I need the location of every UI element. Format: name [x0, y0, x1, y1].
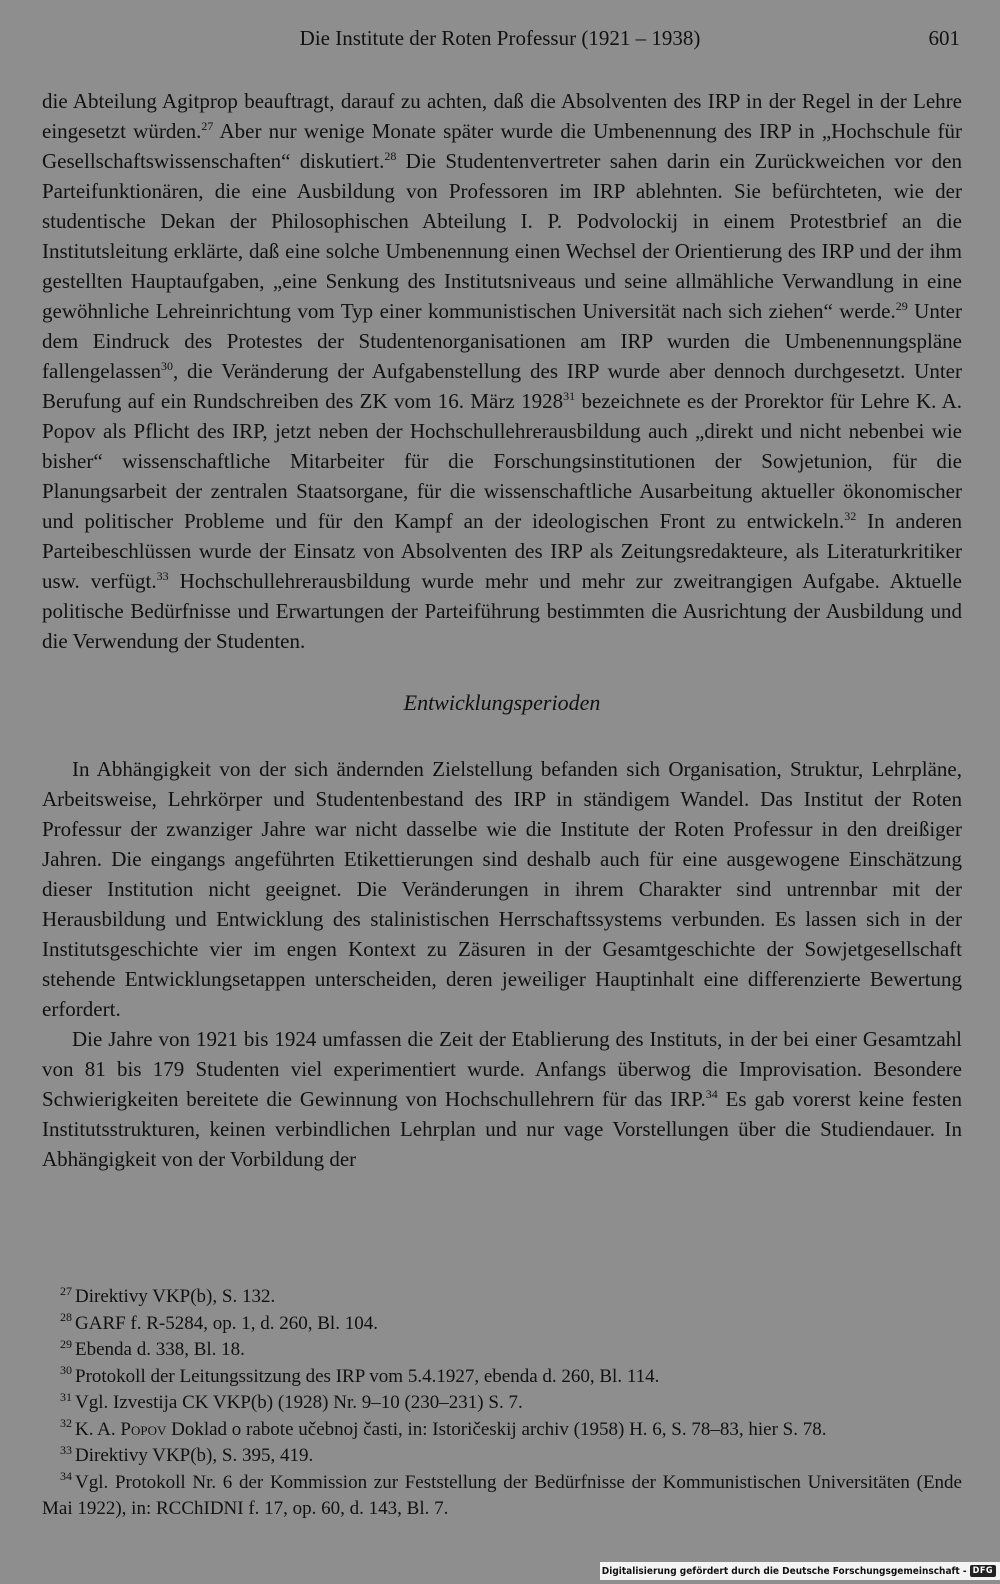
footnote	[42, 1364, 962, 1391]
running-title: Die Institute der Roten Professur (1921 – 1938)	[299, 26, 701, 50]
paragraph-1	[42, 86, 962, 656]
section-heading: Entwicklungsperioden	[403, 690, 601, 715]
text-run: Aber nur wenige Monate später wurde die Umbenennung des IRP in „Hochschule für Gesellschaftswissenschaften“ diskutiert.	[42, 119, 962, 173]
text-run: Es gab vorerst keine festen Institutsstrukturen, keinen verbindlichen Lehrplan und nur vage Vorstellungen über die Studiendauer. In Abhängigkeit von der Vorbildung der	[42, 1087, 962, 1171]
footnote	[42, 1443, 962, 1470]
footnote-marker: 27	[201, 119, 214, 133]
footnote-text: Vgl. Izvestija CK VKP(b) (1928) Nr. 9–10 (230–231) S. 7.	[75, 1392, 523, 1413]
footnote-number: 28	[60, 1310, 72, 1325]
footnote-number: 29	[60, 1336, 72, 1351]
footnote-text: Ebenda d. 338, Bl. 18.	[75, 1339, 245, 1360]
footnote-marker: 31	[563, 389, 576, 403]
dfg-logo: DFG	[970, 1565, 996, 1577]
funding-text: Digitalisierung gefördert durch die Deutsche Forschungsgemeinschaft -	[601, 1565, 967, 1577]
text-run: Unter dem Eindruck des Protestes der Studentenorganisationen am IRP wurden die Umbenennungspläne fallengelassen	[42, 299, 962, 383]
footnote-text: Vgl. Protokoll Nr. 6 der Kommission zur Feststellung der Bedürfnisse der Kommunistischen Universitäten (Ende Mai 1922), in: RCChIDNI f. 17, op. 60, d. 143, Bl. 7.	[42, 1471, 962, 1519]
text-run: In Abhängigkeit von der sich ändernden Zielstellung befanden sich Organisation, Struktur, Lehrpläne, Arbeitsweise, Lehrkörper und Studentenbestand des IRP in ständigem Wandel. Das Institut der Roten Professur der zwanziger Jahre war nicht dasselbe wie die Institute der Roten Professur in den dreißiger Jahren. Die eingangs angeführten Etikettierungen sind deshalb auch für eine ausgewogene Einschätzung dieser Institution nicht geeignet. Die Veränderungen in ihrem Charakter sind untrennbar mit der Herausbildung und Entwicklung des stalinistischen Herrschaftssystems verbunden. Es lassen sich in der Institutsgeschichte vier im engen Kontext zu Zäsuren in der Gesamtgeschichte der Sowjetgesellschaft stehende Entwicklungsetappen unterscheiden, deren jeweiliger Hauptinhalt eine differenzierte Bewertung erfordert.	[42, 757, 962, 1021]
footnote-marker: 28	[384, 149, 397, 163]
footnote-text: Doklad o rabote učebnoj časti, in: Istoričeskij archiv (1958) H. 6, S. 78–83, hier S. 78.	[166, 1418, 827, 1440]
funding-note	[600, 1562, 1000, 1580]
footnote-marker: 29	[895, 299, 908, 313]
text-run: Die Jahre von 1921 bis 1924 umfassen die Zeit der Etablierung des Instituts, in der bei einer Gesamtzahl von 81 bis 179 Studenten viel experimentiert wurde. Anfangs überwog die Improvisation. Besondere Schwierigkeiten bereitete die Gewinnung von Hochschullehrern für das IRP.	[42, 1027, 962, 1111]
footnote-text: Protokoll der Leitungssitzung des IRP vom 5.4.1927, ebenda d. 260, Bl. 114.	[75, 1365, 660, 1387]
paragraph-3	[42, 1024, 962, 1174]
footnote-number: 32	[60, 1416, 72, 1431]
footnote-marker: 30	[160, 359, 173, 373]
text-run: die Abteilung Agitprop beauftragt, darauf zu achten, daß die Absolventen des IRP in der Regel in der Lehre eingesetzt würden.	[42, 89, 962, 143]
footnote-marker: 34	[705, 1087, 718, 1101]
footnote-text: GARF f. R-5284, op. 1, d. 260, Bl. 104.	[75, 1312, 378, 1334]
running-header	[40, 26, 960, 58]
footnote-number: 31	[60, 1389, 72, 1404]
footnote	[42, 1417, 962, 1444]
footnote-text: Direktivy VKP(b), S. 132.	[75, 1286, 276, 1307]
footnote	[42, 1337, 962, 1364]
footnote-number: 27	[60, 1283, 72, 1298]
footnote	[42, 1311, 962, 1338]
text-run: , die Veränderung der Aufgabenstellung des IRP wurde aber dennoch durchgesetzt. Unter Berufung auf ein Rundschreiben des ZK vom 16. März 1928	[42, 359, 962, 413]
footnote-number: 33	[60, 1442, 72, 1457]
footnote-text: Direktivy VKP(b), S. 395, 419.	[75, 1445, 314, 1466]
paragraph-2	[42, 754, 962, 1024]
text-run: Die Studentenvertreter sahen darin ein Zurückweichen vor den Parteifunktionären, die eine Ausbildung von Professoren im IRP ablehnten. Sie befürchteten, wie der studentische Dekan der Philosophischen Abteilung I. P. Podvolockij in einem Protestbrief an die Institutsleitung erklärte, daß eine solche Umbenennung einen Wechsel der Orientierung des IRP und der ihm gestellten Hauptaufgaben, „eine Senkung des Institutsniveaus und seine allmähliche Verwandlung in eine gewöhnliche Lehreinrichtung vom Typ einer kommunistischen Universität nach sich ziehen“ werde.	[42, 149, 962, 323]
footnote-marker: 33	[156, 569, 169, 583]
footnote	[42, 1470, 962, 1523]
footnote-author: K. A. Popov	[75, 1418, 167, 1440]
text-run: In anderen Parteibeschlüssen wurde der Einsatz von Absolventen des IRP als Zeitungsredakteure, als Literaturkritiker usw. verfügt.	[42, 509, 962, 593]
footnote-number: 34	[60, 1469, 72, 1484]
text-run: Hochschullehrerausbildung wurde mehr und mehr zur zweitrangigen Aufgabe. Aktuelle politische Bedürfnisse und Erwartungen der Parteiführung bestimmten die Ausrichtung der Ausbildung und die Verwendung der Studenten.	[42, 569, 962, 653]
text-run: bezeichnete es der Prorektor für Lehre K. A. Popov als Pflicht des IRP, jetzt neben der Hochschullehrerausbildung auch „direkt und nicht nebenbei wie bisher“ wissenschaftliche Mitarbeiter für die Forschungsinstitutionen der Sowjetunion, für die Planungsarbeit der zentralen Staatsorgane, für die wissenschaftliche Ausarbeitung aktueller ökonomischer und politischer Probleme und für den Kampf an der ideologischen Front zu entwickeln.	[42, 389, 962, 533]
main-text	[42, 86, 962, 1174]
footnote	[42, 1284, 962, 1311]
footnotes	[42, 1284, 962, 1523]
page-number: 601	[928, 26, 960, 50]
footnote-marker: 32	[844, 509, 857, 523]
footnote-number: 30	[60, 1363, 72, 1378]
footnote	[42, 1390, 962, 1417]
